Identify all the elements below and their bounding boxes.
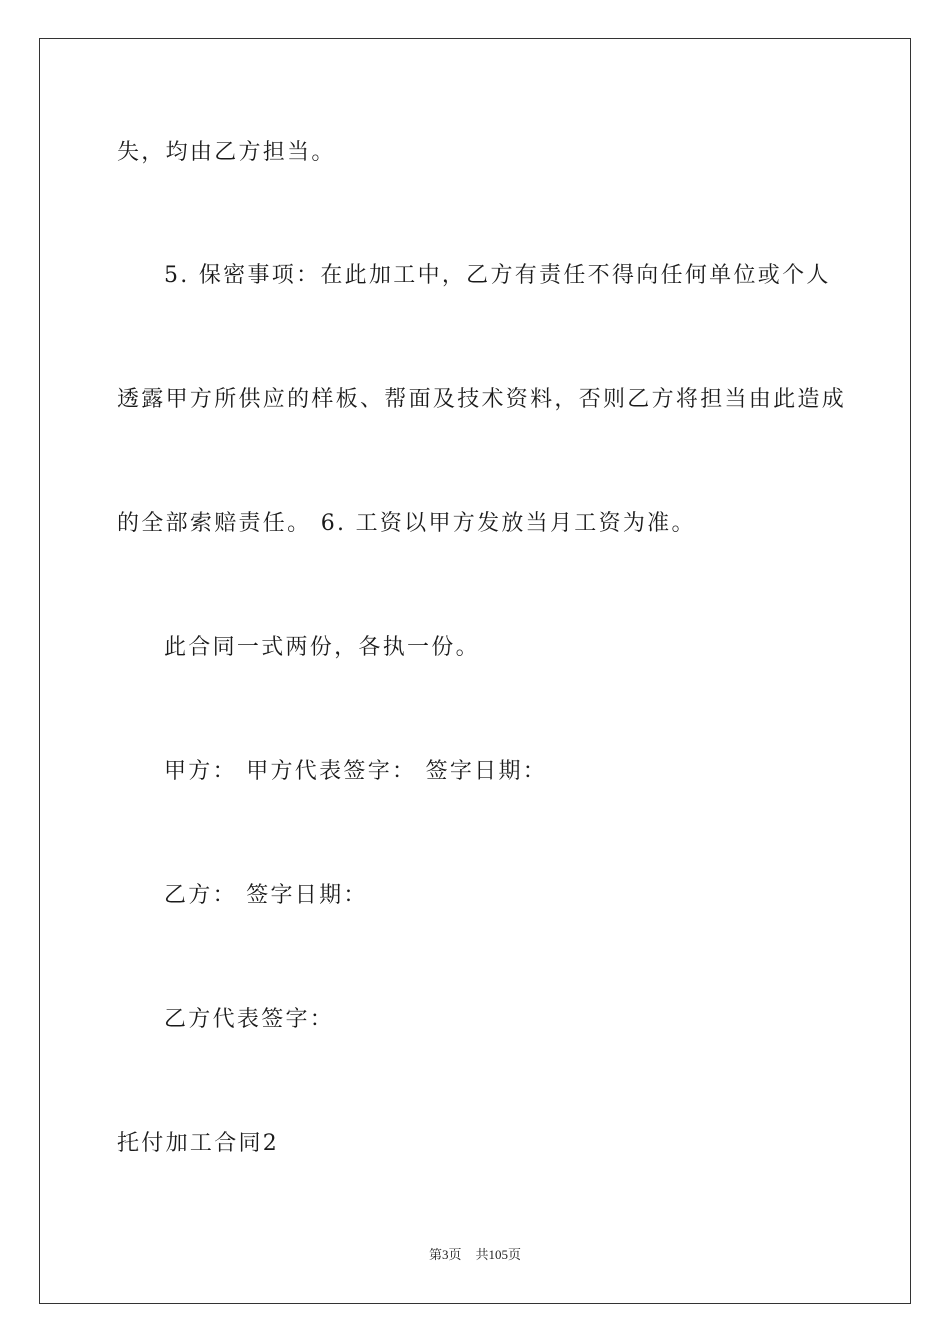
text-line-1: 失，均由乙方担当。 [117, 140, 336, 165]
text-line-5: 此合同一式两份，各执一份。 [164, 635, 480, 660]
text-line-4: 的全部索赔责任。 6. 工资以甲方发放当月工资为准。 [117, 511, 696, 536]
signature-line-party-a: 甲方： 甲方代表签字： 签字日期： [164, 759, 548, 784]
section-heading: 托付加工合同2 [117, 1131, 280, 1156]
signature-line-party-b-rep: 乙方代表签字： [164, 1007, 335, 1032]
page-footer [0, 1246, 950, 1264]
page-total: 共105页 [475, 1247, 522, 1262]
signature-line-party-b: 乙方： 签字日期： [164, 883, 368, 908]
page-border [39, 38, 911, 1304]
text-line-2: 5. 保密事项：在此加工中，乙方有责任不得向任何单位或个人 [164, 263, 831, 288]
text-line-3: 透露甲方所供应的样板、帮面及技术资料，否则乙方将担当由此造成 [117, 387, 847, 412]
page-number: 第3页 [428, 1247, 462, 1262]
